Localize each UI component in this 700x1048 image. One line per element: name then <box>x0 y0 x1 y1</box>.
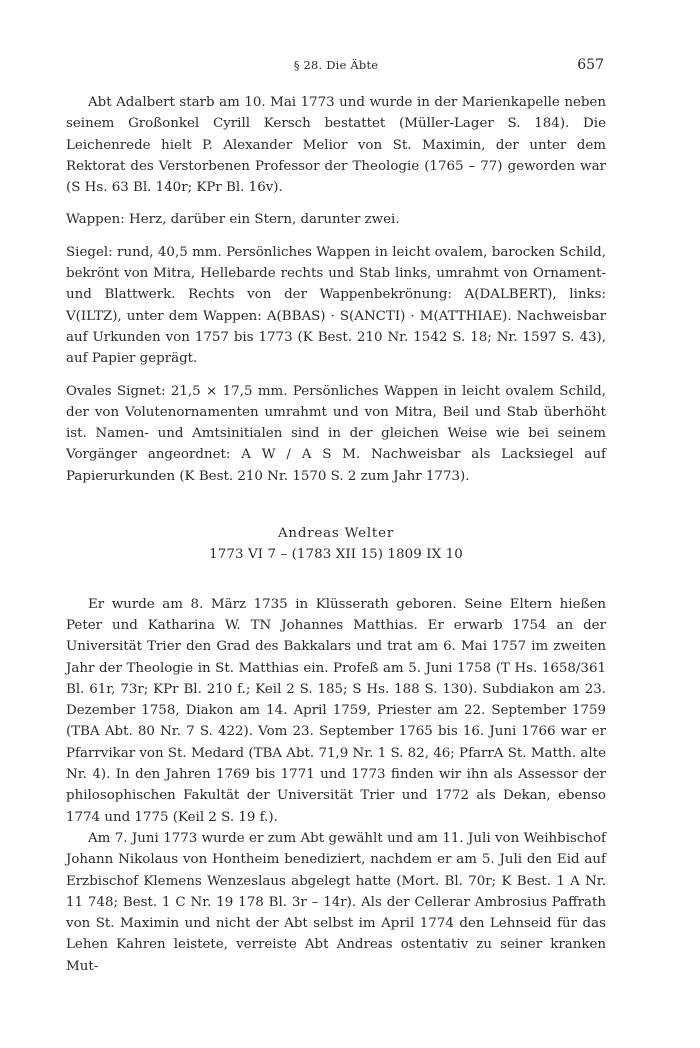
abbot-name-heading: Andreas Welter <box>277 526 395 542</box>
paragraph-election: Am 7. Juni 1773 wurde er zum Abt gewählt und am 11. Juli von Weihbischof Johann Nikolaus von Hontheim benediziert, nachdem er am 5. Juli den Eid auf Erzbischof Klemens Wenzeslaus abgelegt hatte (Mort. Bl. 70r; K Best. 1 A Nr. 11 748; Best. 1 C Nr. 19 178 Bl. 3r – 14r). Als der Cellerar Ambrosius Paffrath von St. Maximin und nicht der Abt selbst im April 1774 den Lehnseid für das Lehen Kahren leistete, verreiste Abt Andreas ostentativ zu seiner kranken Mut- <box>66 830 606 974</box>
running-header <box>66 58 606 78</box>
paragraph-signet: Ovales Signet: 21,5 × 17,5 mm. Persönliches Wappen in leicht ovalem Schild, der von Volutenornamenten umrahmt und von Mitra, Beil und Stab überhöht ist. Namen- und Amtsinitialen sind in der gleichen Weise wie bei seinem Vorgänger angeordnet: A W / A S M. Nachweisbar als Lacksiegel auf Papierurkunden (K Best. 210 Nr. 1570 S. 2 zum Jahr 1773). <box>66 383 606 484</box>
paragraph-biography: Er wurde am 8. März 1735 in Klüsserath geboren. Seine Eltern hießen Peter und Katharina W. TN Johannes Matthias. Er erwarb 1754 an der Universität Trier den Grad des Bakkalars und trat am 6. Mai 1757 im zweiten Jahr der Theologie in St. Matthias ein. Profeß am 5. Juni 1758 (T Hs. 1658/361 Bl. 61r, 73r; KPr Bl. 210 f.; Keil 2 S. 185; S Hs. 188 S. 130). Subdiakon am 23. Dezember 1758, Diakon am 14. April 1759, Priester am 22. September 1759 (TBA Abt. 80 Nr. 7 S. 422). Vom 23. September 1765 bis 16. Juni 1766 war er Pfarrvikar von St. Medard (TBA Abt. 71,9 Nr. 1 S. 82, 46; PfarrA St. Matth. alte Nr. 4). In den Jahren 1769 bis 1771 und 1773 finden wir ihn als Assessor der philosophischen Fakultät der Universität Trier und 1772 als Dekan, ebenso 1774 und 1775 (Keil 2 S. 19 f.). <box>66 596 606 825</box>
body-text <box>66 92 606 977</box>
paragraph-death: Abt Adalbert starb am 10. Mai 1773 und wurde in der Marienkapelle neben seinem Großonkel Cyrill Kersch bestattet (Müller-Lager S. 184). Die Leichenrede hielt P. Alexander Melior von St. Maximin, der unter dem Rektorat des Verstorbenen Professor der Theologie (1765 – 77) geworden war (S Hs. 63 Bl. 140r; KPr Bl. 16v). <box>66 95 606 196</box>
paragraph-coat-of-arms: Wappen: Herz, darüber ein Stern, darunter zwei. <box>66 212 400 228</box>
page-number: 657 <box>577 57 604 73</box>
section-title: § 28. Die Äbte <box>293 58 379 72</box>
paragraph-seal: Siegel: rund, 40,5 mm. Persönliches Wappen in leicht ovalem, barocken Schild, bekrönt von Mitra, Hellebarde rechts und Stab links, umrahmt von Ornament- und Blattwerk. Rechts von der Wappenbekrönung: A(DALBERT), links: V(ILTZ), unter dem Wappen: A(BBAS) · S(ANCTI) · M(ATTHIAE). Nachweisbar auf Urkunden von 1757 bis 1773 (K Best. 210 Nr. 1542 S. 18; Nr. 1597 S. 43), auf Papier geprägt. <box>66 244 606 367</box>
abbot-dates-heading: 1773 VI 7 – (1783 XII 15) 1809 IX 10 <box>209 547 463 563</box>
